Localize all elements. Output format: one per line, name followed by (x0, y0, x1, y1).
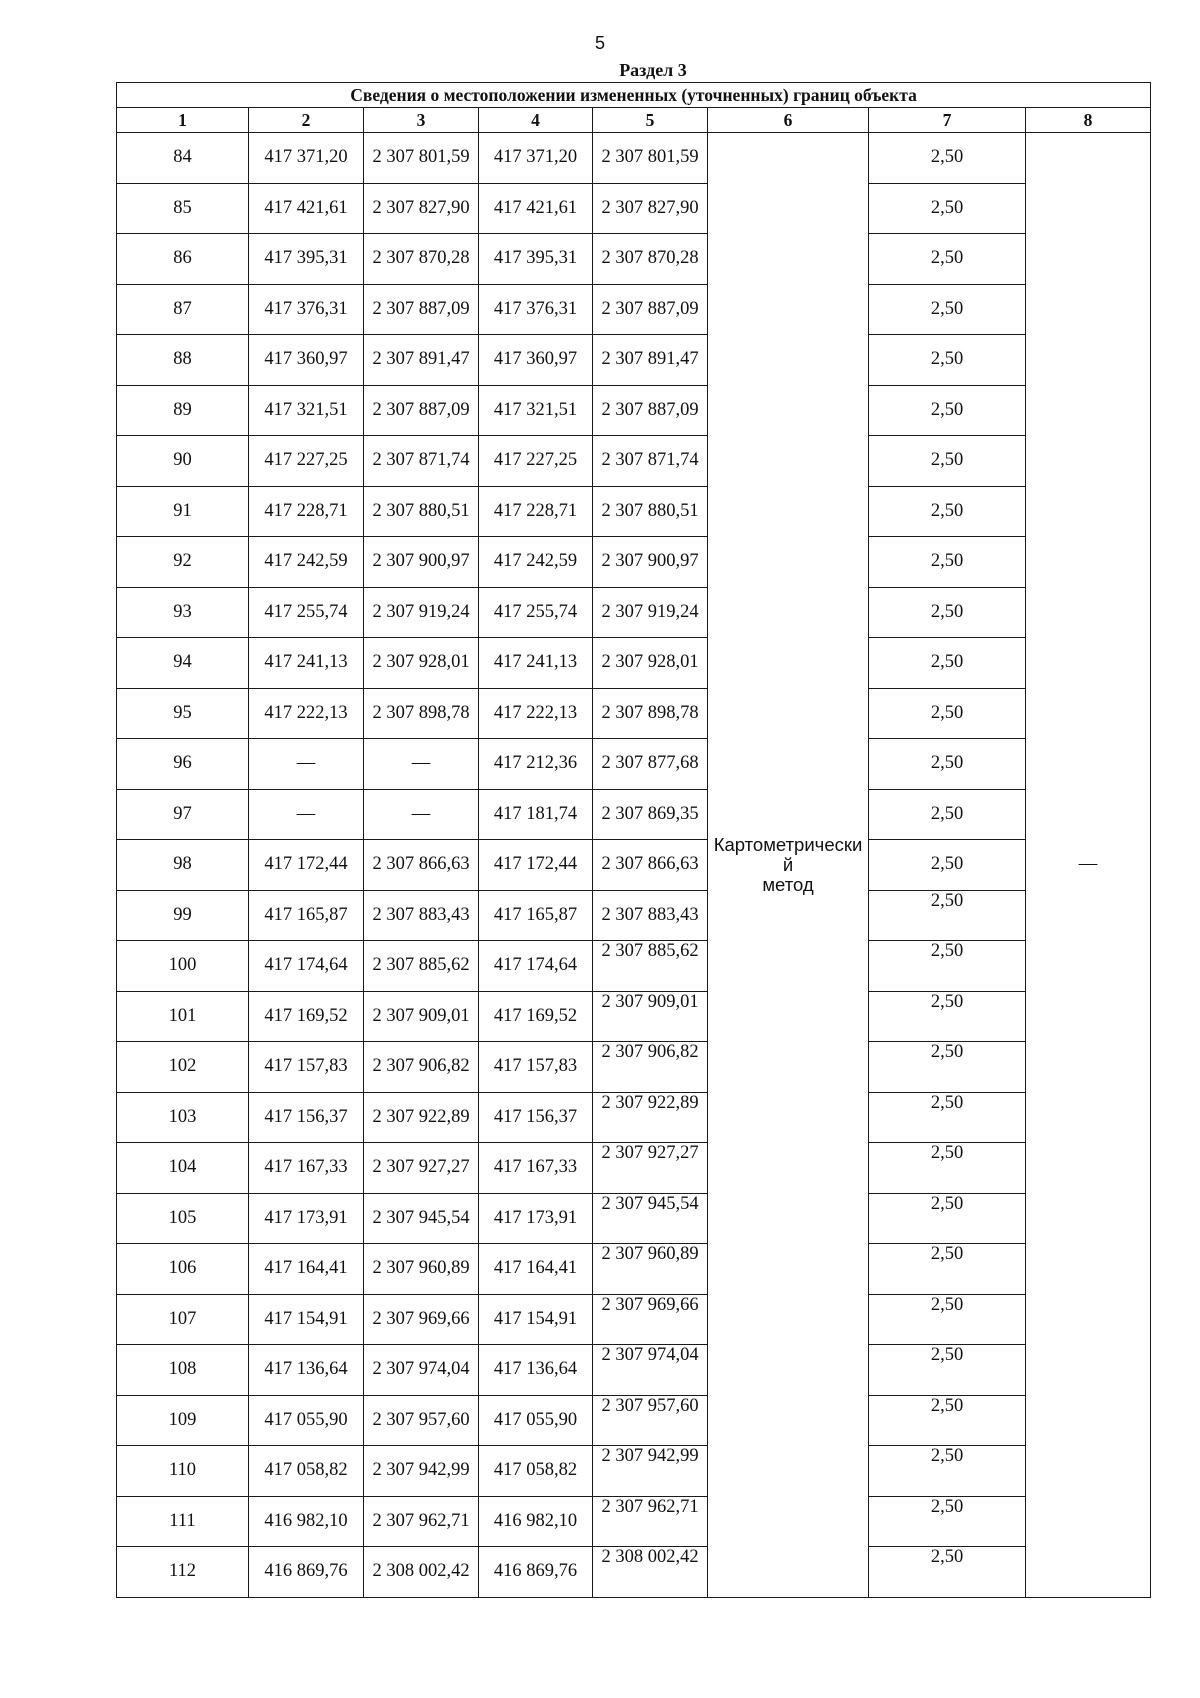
y-new-cell: 2 307 922,89 (593, 1092, 708, 1143)
point-number-cell: 86 (117, 234, 249, 285)
x-new-cell: 417 156,37 (479, 1092, 593, 1143)
point-number-cell: 108 (117, 1345, 249, 1396)
y-new-cell: 2 307 887,09 (593, 284, 708, 335)
boundary-coordinates-table (116, 82, 1151, 1598)
x-new-cell: 417 154,91 (479, 1294, 593, 1345)
accuracy-cell: 2,50 (869, 991, 1026, 1042)
table-row (117, 1042, 1151, 1093)
x-new-cell: 417 181,74 (479, 789, 593, 840)
point-number-cell: 106 (117, 1244, 249, 1295)
point-number-cell: 99 (117, 890, 249, 941)
table-row (117, 537, 1151, 588)
point-number-cell: 85 (117, 183, 249, 234)
column-header-1: 1 (117, 108, 249, 133)
y-new-cell: 2 307 942,99 (593, 1446, 708, 1497)
accuracy-cell: 2,50 (869, 1042, 1026, 1093)
accuracy-cell: 2,50 (869, 486, 1026, 537)
y-new-cell: 2 307 928,01 (593, 638, 708, 689)
accuracy-cell: 2,50 (869, 537, 1026, 588)
table-row (117, 1143, 1151, 1194)
y-existing-cell: 2 307 880,51 (364, 486, 479, 537)
table-row (117, 1092, 1151, 1143)
table-row (117, 688, 1151, 739)
accuracy-cell: 2,50 (869, 183, 1026, 234)
y-existing-cell: 2 307 887,09 (364, 385, 479, 436)
x-new-cell: 417 255,74 (479, 587, 593, 638)
accuracy-cell: 2,50 (869, 1345, 1026, 1396)
y-existing-cell: 2 307 960,89 (364, 1244, 479, 1295)
point-number-cell: 107 (117, 1294, 249, 1345)
y-new-cell: 2 307 866,63 (593, 840, 708, 891)
accuracy-cell: 2,50 (869, 1446, 1026, 1497)
point-number-cell: 104 (117, 1143, 249, 1194)
point-number-cell: 91 (117, 486, 249, 537)
x-existing-cell: 417 169,52 (249, 991, 364, 1042)
y-existing-cell: 2 307 969,66 (364, 1294, 479, 1345)
table-row (117, 284, 1151, 335)
y-existing-cell: 2 307 922,89 (364, 1092, 479, 1143)
y-existing-cell: — (364, 789, 479, 840)
x-new-cell: 417 212,36 (479, 739, 593, 790)
y-new-cell: 2 307 906,82 (593, 1042, 708, 1093)
x-new-cell: 417 058,82 (479, 1446, 593, 1497)
table-row (117, 587, 1151, 638)
table-row (117, 840, 1151, 891)
x-existing-cell: 417 136,64 (249, 1345, 364, 1396)
x-existing-cell: 417 172,44 (249, 840, 364, 891)
accuracy-cell: 2,50 (869, 638, 1026, 689)
point-number-cell: 95 (117, 688, 249, 739)
table-body (117, 133, 1151, 1598)
table-row (117, 1193, 1151, 1244)
x-existing-cell: 417 157,83 (249, 1042, 364, 1093)
table-row (117, 436, 1151, 487)
y-new-cell: 2 307 919,24 (593, 587, 708, 638)
y-new-cell: 2 307 801,59 (593, 133, 708, 184)
y-new-cell: 2 307 887,09 (593, 385, 708, 436)
x-new-cell: 417 228,71 (479, 486, 593, 537)
accuracy-cell: 2,50 (869, 1092, 1026, 1143)
table-caption: Сведения о местоположении измененных (уточненных) границ объекта (117, 83, 1151, 108)
x-existing-cell: — (249, 739, 364, 790)
y-existing-cell: 2 307 900,97 (364, 537, 479, 588)
column-header-3: 3 (364, 108, 479, 133)
section-title: Раздел 3 (619, 60, 687, 80)
table-row (117, 739, 1151, 790)
x-new-cell: 417 164,41 (479, 1244, 593, 1295)
point-number-cell: 93 (117, 587, 249, 638)
point-number-cell: 105 (117, 1193, 249, 1244)
accuracy-cell: 2,50 (869, 1244, 1026, 1295)
accuracy-cell: 2,50 (869, 1395, 1026, 1446)
x-existing-cell: 417 058,82 (249, 1446, 364, 1497)
column-header-6: 6 (708, 108, 869, 133)
x-existing-cell: 417 321,51 (249, 385, 364, 436)
y-existing-cell: 2 307 942,99 (364, 1446, 479, 1497)
x-existing-cell: 417 167,33 (249, 1143, 364, 1194)
table-row (117, 1294, 1151, 1345)
accuracy-cell: 2,50 (869, 133, 1026, 184)
y-new-cell: 2 307 962,71 (593, 1496, 708, 1547)
y-existing-cell: 2 307 827,90 (364, 183, 479, 234)
y-existing-cell: 2 307 974,04 (364, 1345, 479, 1396)
method-text-line: Картометрически (713, 833, 863, 855)
accuracy-cell: 2,50 (869, 688, 1026, 739)
x-new-cell: 417 395,31 (479, 234, 593, 285)
x-existing-cell: 417 173,91 (249, 1193, 364, 1244)
x-new-cell: 417 136,64 (479, 1345, 593, 1396)
y-new-cell: 2 307 960,89 (593, 1244, 708, 1295)
point-number-cell: 97 (117, 789, 249, 840)
x-new-cell: 417 222,13 (479, 688, 593, 739)
x-new-cell: 417 376,31 (479, 284, 593, 335)
y-new-cell: 2 307 871,74 (593, 436, 708, 487)
accuracy-cell: 2,50 (869, 789, 1026, 840)
accuracy-cell: 2,50 (869, 284, 1026, 335)
table-row (117, 789, 1151, 840)
y-new-cell: 2 307 880,51 (593, 486, 708, 537)
y-existing-cell: 2 307 871,74 (364, 436, 479, 487)
table-row (117, 1496, 1151, 1547)
x-existing-cell: 417 242,59 (249, 537, 364, 588)
point-number-cell: 84 (117, 133, 249, 184)
y-existing-cell: 2 307 801,59 (364, 133, 479, 184)
y-new-cell: 2 307 909,01 (593, 991, 708, 1042)
y-new-cell: 2 307 927,27 (593, 1143, 708, 1194)
table-row (117, 1547, 1151, 1598)
y-existing-cell: 2 307 906,82 (364, 1042, 479, 1093)
x-new-cell: 417 241,13 (479, 638, 593, 689)
accuracy-cell: 2,50 (869, 385, 1026, 436)
x-new-cell: 417 172,44 (479, 840, 593, 891)
x-new-cell: 417 157,83 (479, 1042, 593, 1093)
table-row (117, 1395, 1151, 1446)
accuracy-cell: 2,50 (869, 840, 1026, 891)
x-existing-cell: 417 395,31 (249, 234, 364, 285)
x-new-cell: 417 321,51 (479, 385, 593, 436)
y-new-cell: 2 307 891,47 (593, 335, 708, 386)
y-new-cell: 2 307 898,78 (593, 688, 708, 739)
x-existing-cell: 417 360,97 (249, 335, 364, 386)
x-new-cell: 417 169,52 (479, 991, 593, 1042)
x-existing-cell: 417 228,71 (249, 486, 364, 537)
table-row (117, 385, 1151, 436)
y-existing-cell: 2 307 928,01 (364, 638, 479, 689)
accuracy-cell: 2,50 (869, 890, 1026, 941)
y-new-cell: 2 307 957,60 (593, 1395, 708, 1446)
accuracy-cell: 2,50 (869, 1143, 1026, 1194)
method-text-line: й (782, 853, 794, 875)
x-new-cell: 417 174,64 (479, 941, 593, 992)
column-header-4: 4 (479, 108, 593, 133)
y-existing-cell: 2 308 002,42 (364, 1547, 479, 1598)
point-number-cell: 102 (117, 1042, 249, 1093)
table-row (117, 183, 1151, 234)
x-existing-cell: 417 371,20 (249, 133, 364, 184)
x-new-cell: 417 173,91 (479, 1193, 593, 1244)
page-number: 5 (594, 33, 605, 53)
accuracy-cell: 2,50 (869, 1193, 1026, 1244)
x-existing-cell: — (249, 789, 364, 840)
x-existing-cell: 417 421,61 (249, 183, 364, 234)
y-existing-cell: 2 307 927,27 (364, 1143, 479, 1194)
x-existing-cell: 417 154,91 (249, 1294, 364, 1345)
x-new-cell: 416 869,76 (479, 1547, 593, 1598)
x-existing-cell: 417 174,64 (249, 941, 364, 992)
point-number-cell: 87 (117, 284, 249, 335)
y-new-cell: 2 307 974,04 (593, 1345, 708, 1396)
x-new-cell: 417 055,90 (479, 1395, 593, 1446)
accuracy-cell: 2,50 (869, 1496, 1026, 1547)
accuracy-cell: 2,50 (869, 739, 1026, 790)
x-existing-cell: 417 222,13 (249, 688, 364, 739)
point-number-cell: 109 (117, 1395, 249, 1446)
accuracy-cell: 2,50 (869, 436, 1026, 487)
y-existing-cell: 2 307 885,62 (364, 941, 479, 992)
x-existing-cell: 417 255,74 (249, 587, 364, 638)
note-cell: — (1026, 133, 1151, 1598)
point-number-cell: 89 (117, 385, 249, 436)
x-existing-cell: 416 869,76 (249, 1547, 364, 1598)
x-new-cell: 417 421,61 (479, 183, 593, 234)
column-header-5: 5 (593, 108, 708, 133)
y-existing-cell: 2 307 962,71 (364, 1496, 479, 1547)
table-row (117, 1446, 1151, 1497)
point-number-cell: 103 (117, 1092, 249, 1143)
x-new-cell: 416 982,10 (479, 1496, 593, 1547)
point-number-cell: 112 (117, 1547, 249, 1598)
accuracy-cell: 2,50 (869, 234, 1026, 285)
accuracy-cell: 2,50 (869, 335, 1026, 386)
y-existing-cell: 2 307 866,63 (364, 840, 479, 891)
accuracy-cell: 2,50 (869, 1294, 1026, 1345)
point-number-cell: 98 (117, 840, 249, 891)
y-new-cell: 2 307 883,43 (593, 890, 708, 941)
point-number-cell: 88 (117, 335, 249, 386)
table-row (117, 1345, 1151, 1396)
y-existing-cell: 2 307 870,28 (364, 234, 479, 285)
x-existing-cell: 417 227,25 (249, 436, 364, 487)
column-header-7: 7 (869, 108, 1026, 133)
y-existing-cell: 2 307 887,09 (364, 284, 479, 335)
y-existing-cell: 2 307 909,01 (364, 991, 479, 1042)
x-existing-cell: 416 982,10 (249, 1496, 364, 1547)
accuracy-cell: 2,50 (869, 587, 1026, 638)
point-number-cell: 96 (117, 739, 249, 790)
y-existing-cell: 2 307 945,54 (364, 1193, 479, 1244)
y-new-cell: 2 307 969,66 (593, 1294, 708, 1345)
point-number-cell: 101 (117, 991, 249, 1042)
table-row (117, 486, 1151, 537)
y-existing-cell: 2 307 898,78 (364, 688, 479, 739)
point-number-cell: 92 (117, 537, 249, 588)
x-existing-cell: 417 241,13 (249, 638, 364, 689)
point-number-cell: 110 (117, 1446, 249, 1497)
point-number-cell: 90 (117, 436, 249, 487)
y-new-cell: 2 307 945,54 (593, 1193, 708, 1244)
y-new-cell: 2 308 002,42 (593, 1547, 708, 1598)
y-existing-cell: 2 307 957,60 (364, 1395, 479, 1446)
x-new-cell: 417 360,97 (479, 335, 593, 386)
point-number-cell: 111 (117, 1496, 249, 1547)
x-new-cell: 417 165,87 (479, 890, 593, 941)
x-new-cell: 417 167,33 (479, 1143, 593, 1194)
column-header-2: 2 (249, 108, 364, 133)
x-new-cell: 417 227,25 (479, 436, 593, 487)
y-new-cell: 2 307 900,97 (593, 537, 708, 588)
point-number-cell: 100 (117, 941, 249, 992)
y-new-cell: 2 307 827,90 (593, 183, 708, 234)
x-existing-cell: 417 376,31 (249, 284, 364, 335)
x-existing-cell: 417 164,41 (249, 1244, 364, 1295)
x-existing-cell: 417 165,87 (249, 890, 364, 941)
table-row (117, 890, 1151, 941)
x-existing-cell: 417 055,90 (249, 1395, 364, 1446)
accuracy-cell: 2,50 (869, 1547, 1026, 1598)
y-existing-cell: — (364, 739, 479, 790)
x-existing-cell: 417 156,37 (249, 1092, 364, 1143)
y-existing-cell: 2 307 891,47 (364, 335, 479, 386)
x-new-cell: 417 242,59 (479, 537, 593, 588)
table-row (117, 991, 1151, 1042)
table-row (117, 1244, 1151, 1295)
column-header-8: 8 (1026, 108, 1151, 133)
x-new-cell: 417 371,20 (479, 133, 593, 184)
table-row (117, 638, 1151, 689)
y-new-cell: 2 307 870,28 (593, 234, 708, 285)
table-row (117, 335, 1151, 386)
method-text-line: метод (762, 873, 814, 895)
y-existing-cell: 2 307 883,43 (364, 890, 479, 941)
accuracy-cell: 2,50 (869, 941, 1026, 992)
column-header-row (117, 108, 1151, 133)
y-new-cell: 2 307 869,35 (593, 789, 708, 840)
y-existing-cell: 2 307 919,24 (364, 587, 479, 638)
point-number-cell: 94 (117, 638, 249, 689)
y-new-cell: 2 307 885,62 (593, 941, 708, 992)
table-row (117, 941, 1151, 992)
table-row (117, 133, 1151, 184)
y-new-cell: 2 307 877,68 (593, 739, 708, 790)
method-cell (708, 133, 869, 1598)
table-row (117, 234, 1151, 285)
